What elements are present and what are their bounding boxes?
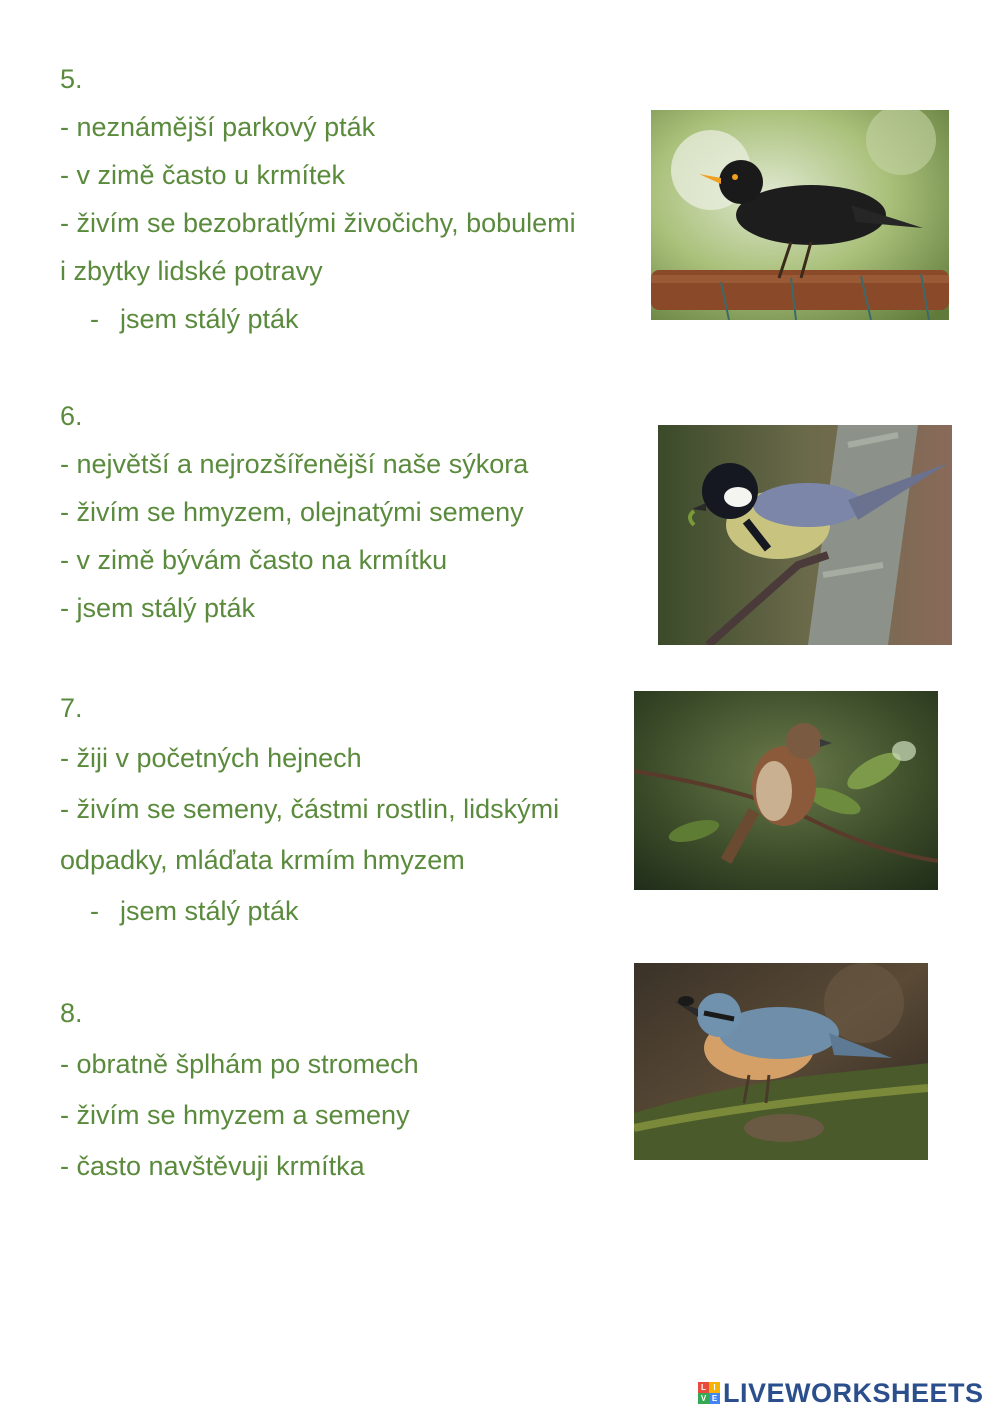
section-7-number: 7. [60, 693, 83, 723]
section-6-number: 6. [60, 401, 83, 431]
section-5-bullet-text: jsem stálý pták [120, 304, 299, 334]
section-8-line: - obratně šplhám po stromech [60, 1049, 419, 1079]
section-7-bullet-text: jsem stálý pták [120, 896, 299, 926]
logo-mark-icon: L I V E [698, 1382, 720, 1404]
section-7-line: odpadky, mláďata krmím hmyzem [60, 845, 465, 875]
section-8-number: 8. [60, 998, 83, 1028]
section-7-line: - živím se semeny, částmi rostlin, lidskými [60, 794, 560, 824]
section-5-line: i zbytky lidské potravy [60, 256, 323, 286]
section-5-line: - živím se bezobratlými živočichy, bobulemi [60, 208, 576, 238]
section-8-line: - živím se hmyzem a semeny [60, 1100, 410, 1130]
section-6-line: - v zimě bývám často na krmítku [60, 545, 448, 575]
section-5-line: - neznámější parkový pták [60, 112, 376, 142]
sparrow-photo [634, 691, 938, 890]
section-5-bullet-dash: - [90, 304, 99, 334]
blackbird-photo [651, 110, 949, 320]
section-7-line: - žiji v početných hejnech [60, 743, 362, 773]
section-6-line: - jsem stálý pták [60, 593, 256, 623]
nuthatch-photo [634, 963, 928, 1160]
section-8-line: - často navštěvuji krmítka [60, 1151, 365, 1181]
section-6-line: - živím se hmyzem, olejnatými semeny [60, 497, 524, 527]
section-5-number: 5. [60, 64, 83, 94]
section-5-line: - v zimě často u krmítek [60, 160, 346, 190]
section-7-bullet-dash: - [90, 896, 99, 926]
section-6-line: - největší a nejrozšířenější naše sýkora [60, 449, 529, 479]
liveworksheets-logo [698, 1378, 984, 1408]
logo-text: LIVEWORKSHEETS [723, 1377, 984, 1408]
great-tit-photo [658, 425, 952, 645]
